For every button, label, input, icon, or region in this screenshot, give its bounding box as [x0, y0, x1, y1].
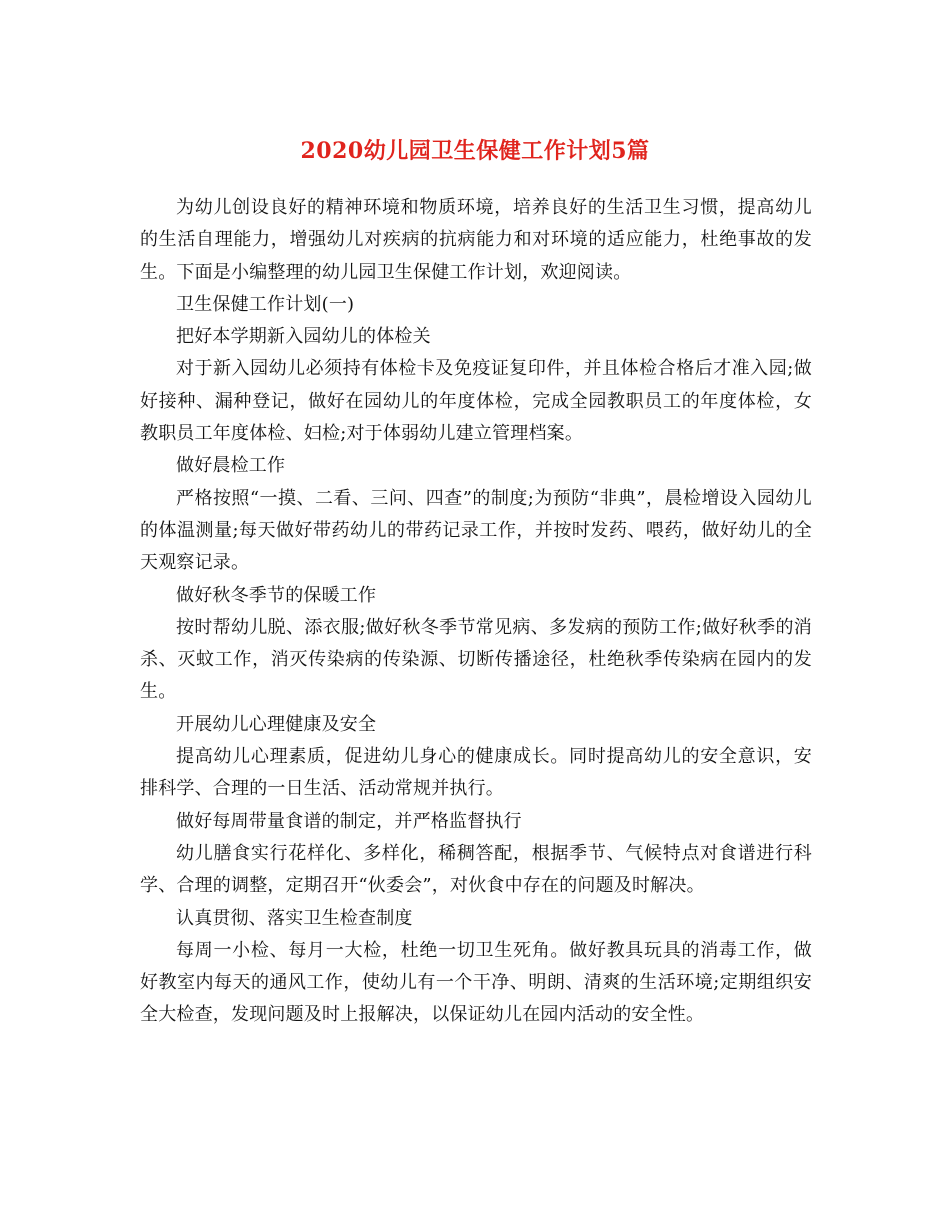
subheading-morning-check: 做好晨检工作 — [176, 455, 286, 477]
paragraph-weekly-menu: 幼儿膳食实行花样化、多样化，稀稠答配，根据季节、气候特点对食谱进行科学、合理的调整，定期召开“伙委会”，对伙食中存在的问题及时解决。 — [140, 842, 812, 897]
subheading-autumn-winter-warmth: 做好秋冬季节的保暖工作 — [176, 584, 377, 606]
subheading-mental-health-safety: 开展幼儿心理健康及安全 — [176, 713, 377, 735]
subheading-hygiene-inspection: 认真贯彻、落实卫生检查制度 — [176, 907, 413, 929]
paragraph-admission-checkup: 对于新入园幼儿必须持有体检卡及免疫证复印件，并且体检合格后才准入园;做好接种、漏种登记，做好在园幼儿的年度体检，完成全园教职员工的年度体检，女教职员工年度体检、妇检;对于体弱幼儿建立管理档案。 — [140, 358, 812, 445]
document-body — [140, 192, 812, 1032]
document-title: 2020幼儿园卫生保健工作计划5篇 — [300, 137, 650, 164]
paragraph-autumn-winter-warmth: 按时帮幼儿脱、添衣服;做好秋冬季节常见病、多发病的预防工作;做好秋季的消杀、灭蚊工作，消灭传染病的传染源、切断传播途径，杜绝秋季传染病在园内的发生。 — [140, 616, 812, 703]
paragraph-morning-check: 严格按照“一摸、二看、三问、四查”的制度;为预防“非典”，晨检增设入园幼儿的体温测量;每天做好带药幼儿的带药记录工作，并按时发药、喂药，做好幼儿的全天观察记录。 — [140, 487, 812, 574]
paragraph-hygiene-inspection: 每周一小检、每月一大检，杜绝一切卫生死角。做好教具玩具的消毒工作，做好教室内每天的通风工作，使幼儿有一个干净、明朗、清爽的生活环境;定期组织安全大检查，发现问题及时上报解决，以保证幼儿在园内活动的安全性。 — [140, 939, 812, 1026]
paragraph-mental-health-safety: 提高幼儿心理素质，促进幼儿身心的健康成长。同时提高幼儿的安全意识，安排科学、合理的一日生活、活动常规并执行。 — [140, 746, 812, 800]
subheading-admission-checkup: 把好本学期新入园幼儿的体检关 — [176, 326, 431, 348]
section-heading-plan-one: 卫生保健工作计划(一) — [176, 293, 355, 315]
intro-paragraph: 为幼儿创设良好的精神环境和物质环境，培养良好的生活卫生习惯，提高幼儿的生活自理能力，增强幼儿对疾病的抗病能力和对环境的适应能力，杜绝事故的发生。下面是小编整理的幼儿园卫生保健工作计划，欢迎阅读。 — [140, 197, 812, 283]
subheading-weekly-menu: 做好每周带量食谱的制定，并严格监督执行 — [176, 810, 522, 832]
